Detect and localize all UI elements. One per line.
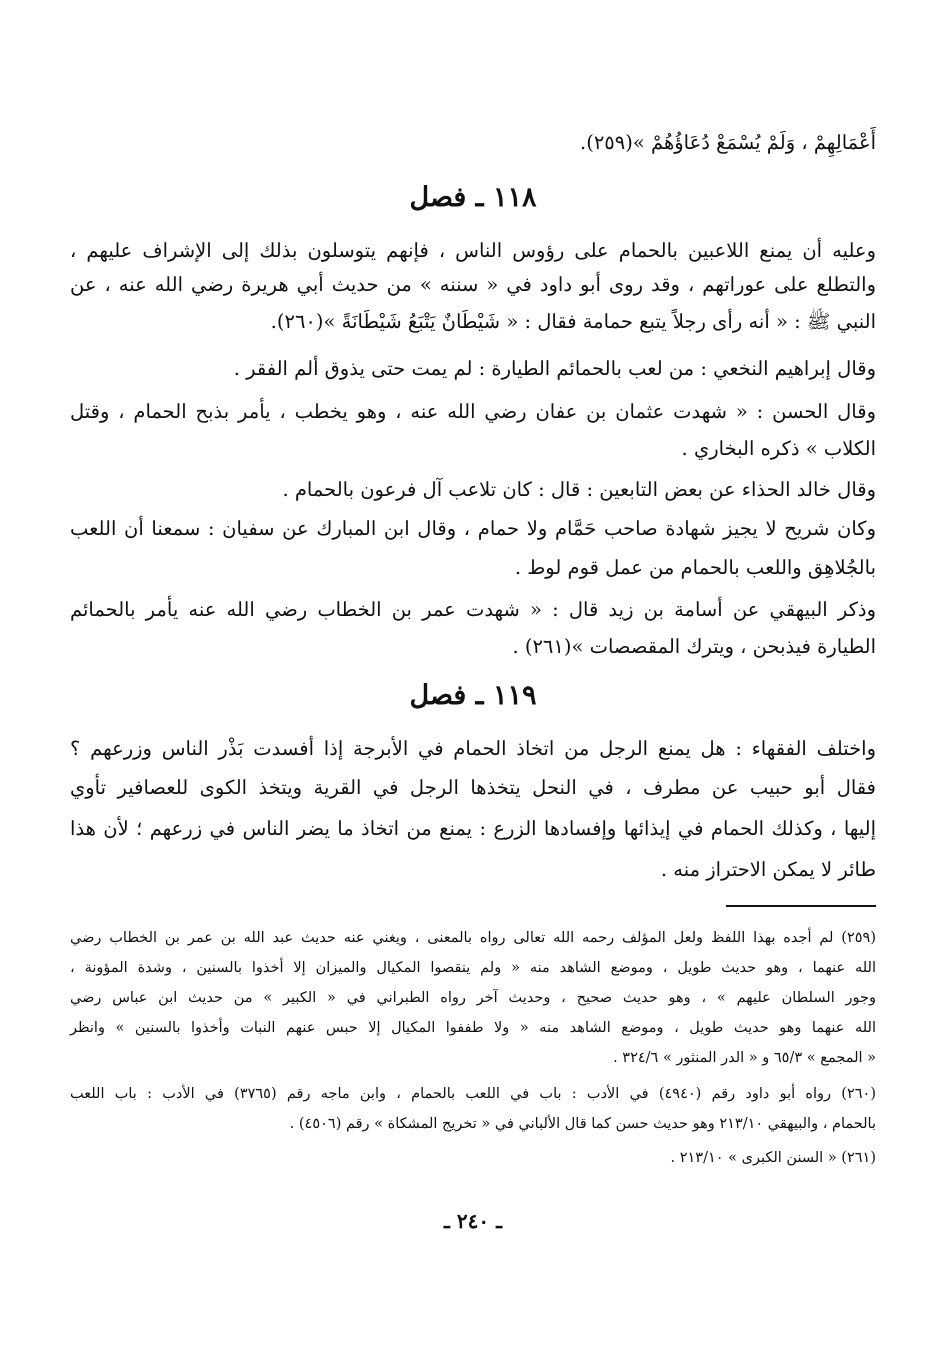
footnote-separator bbox=[726, 905, 876, 907]
paragraph-line: والتطلع على عوراتهم ، وقد روى أبو داود في « سننه » من حديث أبي هريرة رضي الله عنه ، عن bbox=[70, 273, 876, 296]
paragraph-line: وكان شريح لا يجيز شهادة صاحب حَمَّام ولا حمام ، وقال ابن المبارك عن سفيان : سمعنا أن اللعب bbox=[70, 517, 876, 540]
footnote-line: الله عنهما ، وهو حديث طويل ، وموضع الشاهد منه « ولم ينقصوا المكيال والميزان إلا أخذوا بالسنين ، وشدة المؤونة ، bbox=[70, 960, 876, 976]
paragraph-line: فقال أبو حبيب عن مطرف ، في النحل يتخذها الرجل في القرية ويتخذ الكوى للعصافير تأوي bbox=[70, 776, 876, 799]
footnote-line: الله عنهما وهو حديث طويل ، وموضع الشاهد منه « ولا طففوا المكيال إلا حبس عنهم النبات وأخذوا بالسنين » وانظر bbox=[70, 1020, 876, 1036]
section-heading-119: ١١٩ ـ فصل bbox=[409, 680, 537, 711]
paragraph-line: وعليه أن يمنع اللاعبين بالحمام على رؤوس الناس ، فإنهم يتوسلون بذلك إلى الإشراف عليهم ، bbox=[70, 239, 876, 262]
paragraph-line: وقال إبراهيم النخعي : من لعب بالحمائم الطيارة : لم يمت حتى يذوق ألم الفقر . bbox=[233, 357, 876, 380]
page-number: ـ ٢٤٠ ـ bbox=[444, 1209, 502, 1233]
paragraph-line: إليها ، وكذلك الحمام في إيذائها وإفسادها الزرع : يمنع من اتخاذ ما يضر الناس في زرعهم ؛ لأن هذا bbox=[70, 817, 876, 840]
footnote-line: « المجمع » ٦٥/٣ و « الدر المنثور » ٣٢٤/٦ . bbox=[613, 1050, 876, 1066]
paragraph-line: وقال الحسن : « شهدت عثمان بن عفان رضي الله عنه ، وهو يخطب ، يأمر بذبح الحمام ، وقتل bbox=[70, 400, 876, 423]
paragraph-line: الطيارة فيذبحن ، ويترك المقصصات »(٢٦١) . bbox=[512, 635, 876, 658]
footnote-line: (٢٦٠) رواه أبو داود رقم (٤٩٤٠) في الأدب : باب في اللعب بالحمام ، وابن ماجه رقم (٣٧٦٥) في الأدب : باب اللعب bbox=[70, 1086, 876, 1102]
paragraph-line: بالجُلاهِق واللعب بالحمام من عمل قوم لوط . bbox=[514, 556, 876, 579]
paragraph-line: وقال خالد الحذاء عن بعض التابعين : قال : كان تلاعب آل فرعون بالحمام . bbox=[282, 478, 876, 501]
paragraph-line: وذكر البيهقي عن أسامة بن زيد قال : « شهدت عمر بن الخطاب رضي الله عنه يأمر بالحمائم bbox=[70, 598, 876, 621]
footnote-line: وجور السلطان عليهم » ، وهو حديث صحيح ، وحديث آخر رواه الطبراني في « الكبير » من حديث ابن عباس رضي bbox=[70, 990, 876, 1006]
book-page bbox=[70, 0, 876, 1365]
footnote-line: (٢٦١) « السنن الكبرى » ٢١٣/١٠ . bbox=[670, 1150, 876, 1166]
paragraph-line: واختلف الفقهاء : هل يمنع الرجل من اتخاذ الحمام في الأبرجة إذا أفسدت بَذْر الناس وزرعهم ؟ bbox=[70, 737, 876, 760]
paragraph-line: الكلاب » ذكره البخاري . bbox=[681, 437, 876, 460]
section-heading-118: ١١٨ ـ فصل bbox=[409, 182, 537, 213]
continuation-line: أَعْمَالِهِمْ ، وَلَمْ يُسْمَعْ دُعَاؤُهُمْ »(٢٥٩). bbox=[580, 131, 876, 154]
footnote-line: بالحمام ، والبيهقي ٢١٣/١٠ وهو حديث حسن كما قال الألباني في « تخريج المشكاة » رقم (٤٥٠٦) . bbox=[289, 1116, 876, 1132]
paragraph-line: طائر لا يمكن الاحتراز منه . bbox=[660, 858, 876, 881]
paragraph-line: النبي ﷺ : « أنه رأى رجلاً يتبع حمامة فقال : « شَيْطَانٌ يَتْبَعُ شَيْطَانَةً »(٢٦٠). bbox=[270, 310, 876, 333]
footnote-line: (٢٥٩) لم أجده بهذا اللفظ ولعل المؤلف رحمه الله تعالى رواه بالمعنى ، ويغني عنه حديث عبد الله بن عمر بن الخطاب رضي bbox=[70, 930, 876, 946]
